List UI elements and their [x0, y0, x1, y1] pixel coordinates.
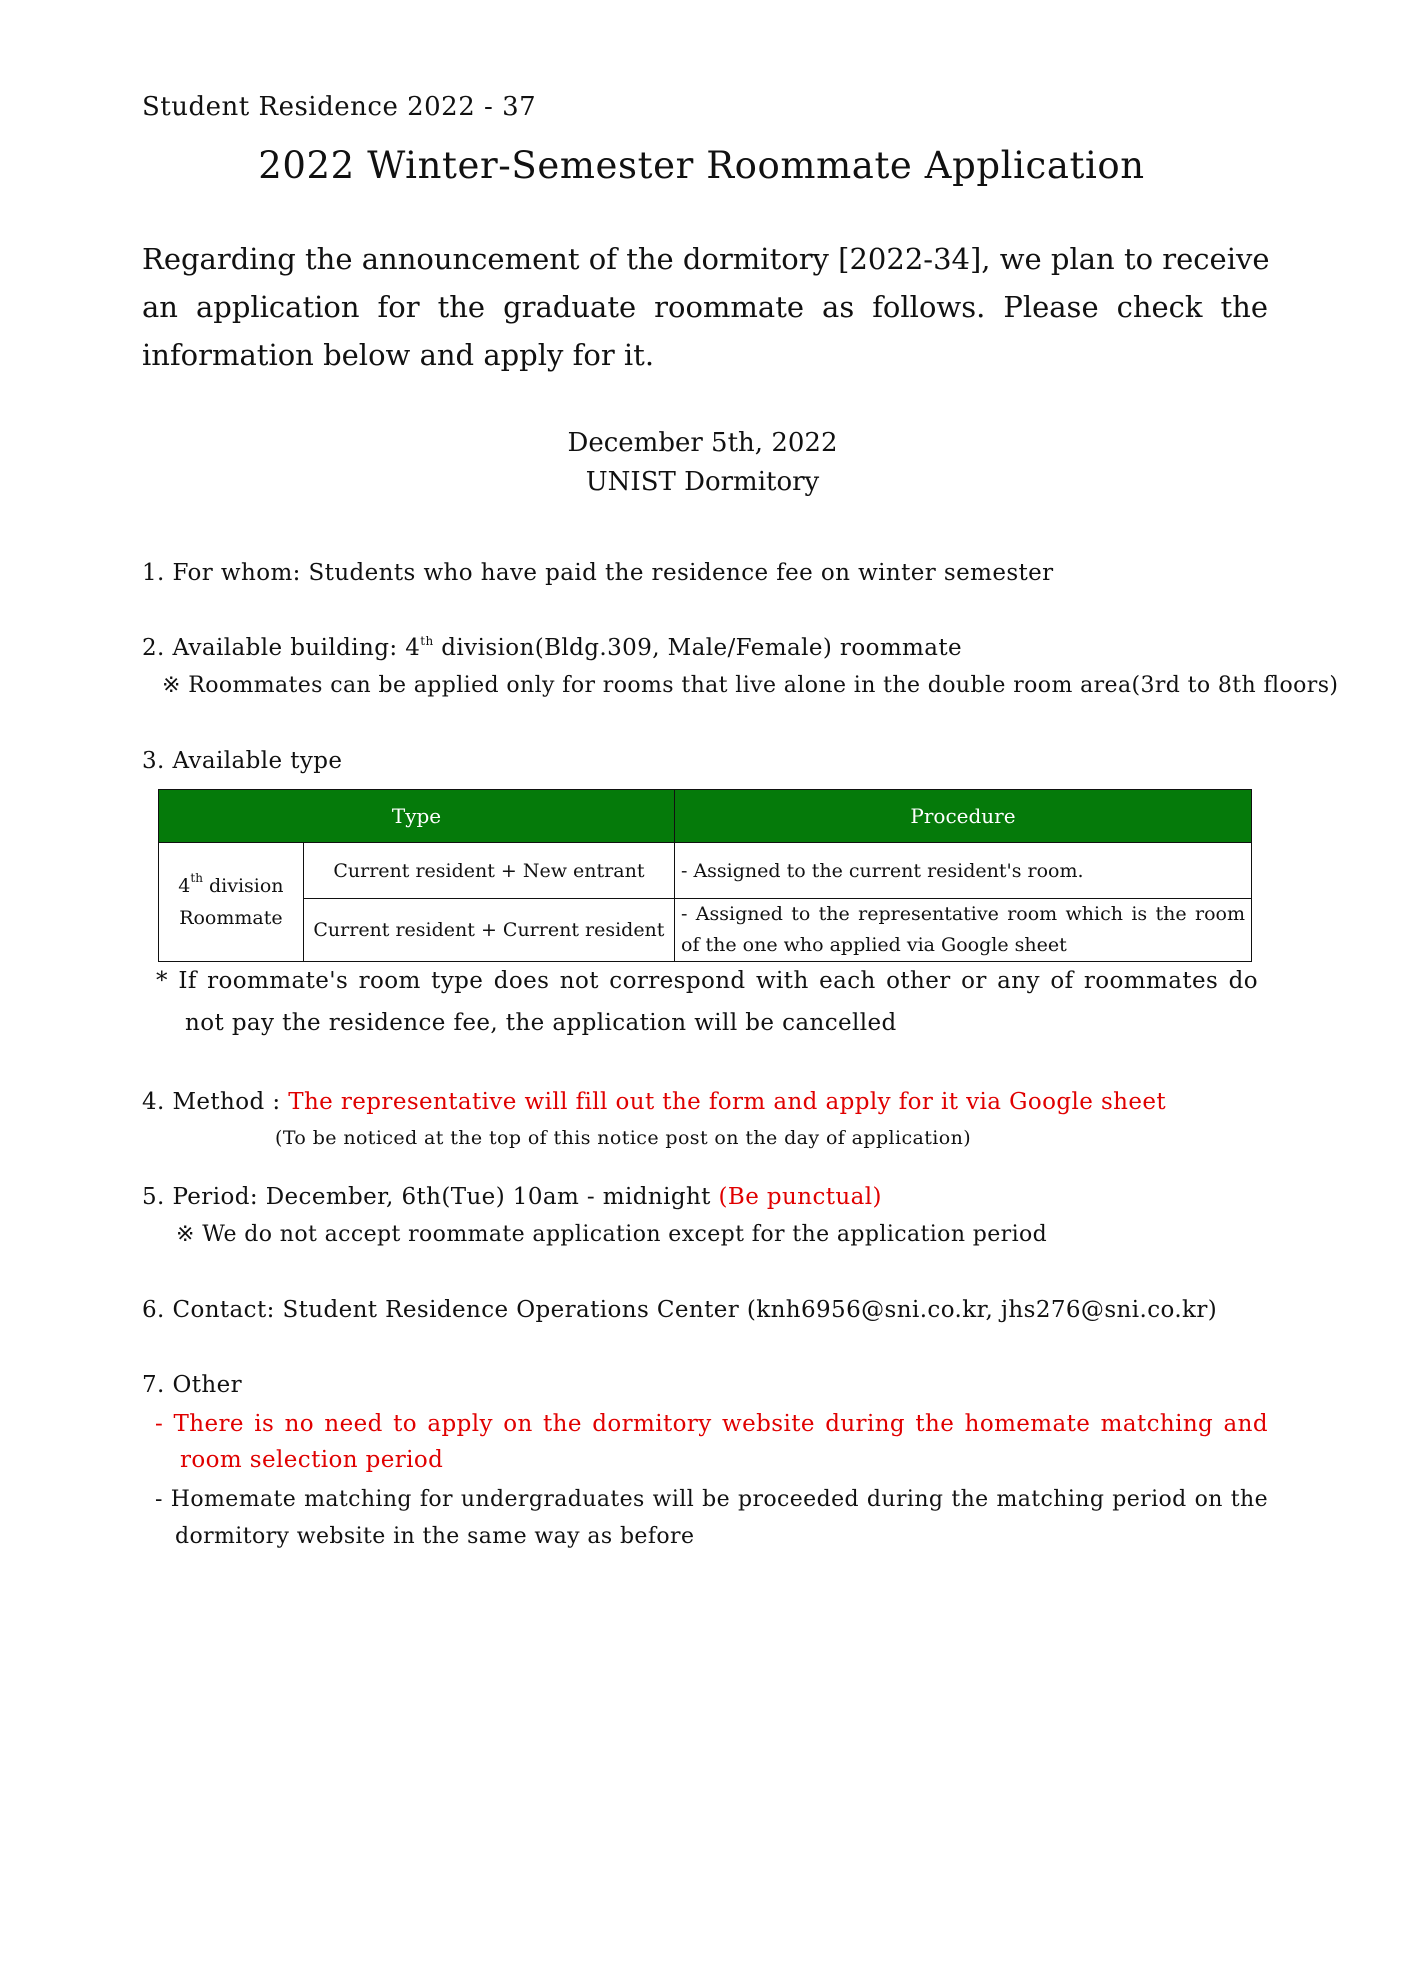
table-row: [159, 843, 1252, 899]
item-building: [142, 635, 962, 661]
building-note: ※ Roommates can be applied only for rooms that live alone in the double room area(3rd to 8th floors): [162, 673, 1339, 698]
method-label: 4. Method :: [142, 1089, 289, 1115]
building-suffix: division(Bldg.309, Male/Female) roommate: [433, 635, 963, 661]
item-method: [142, 1089, 1166, 1115]
table-header-row: [159, 790, 1252, 843]
other-bullet-2-line-2: dormitory website in the same way as before: [175, 1524, 695, 1549]
group-label-sup: th: [190, 871, 203, 885]
item-for-whom: 1. For whom: Students who have paid the residence fee on winter semester: [142, 560, 1054, 586]
other-bullet-1-line-2: room selection period: [180, 1447, 444, 1473]
intro-line-3: information below and apply for it.: [142, 338, 655, 372]
item-contact: 6. Contact: Student Residence Operations Center (knh6956@sni.co.kr, jhs276@sni.co.kr): [142, 1297, 1218, 1323]
row2-type: Current resident + Current resident: [303, 899, 674, 962]
type-note-line-2: not pay the residence fee, the application will be cancelled: [185, 1010, 897, 1036]
period-label: 5. Period: December, 6th(Tue) 10am - midnight: [142, 1184, 719, 1210]
intro-line-1: Regarding the announcement of the dormitory [2022-34], we plan to receive: [142, 242, 1270, 276]
group-label-num: 4: [178, 875, 191, 897]
document-title: 2022 Winter-Semester Roommate Application: [258, 144, 1145, 187]
item-other-heading: 7. Other: [142, 1372, 242, 1398]
item-type-heading: 3. Available type: [142, 748, 343, 774]
header-type: Type: [159, 790, 675, 843]
method-sub: (To be noticed at the top of this notice post on the day of application): [275, 1127, 972, 1149]
other-bullet-2-line-1: - Homemate matching for undergraduates will be proceeded during the matching period on the: [155, 1487, 1268, 1512]
document-reference: Student Residence 2022 - 37: [142, 92, 537, 122]
notice-date: December 5th, 2022: [567, 428, 838, 458]
group-label: [159, 843, 304, 962]
period-note: ※ We do not accept roommate application except for the application period: [176, 1222, 1048, 1247]
type-note-line-1: * If roommate's room type does not correspond with each other or any of roommates do: [156, 968, 1258, 994]
row1-procedure: - Assigned to the current resident's room.: [675, 843, 1252, 899]
other-bullet-1-line-1: - There is no need to apply on the dormitory website during the homemate matching and: [155, 1411, 1268, 1437]
group-label-suffix: division: [202, 875, 284, 897]
building-sup: th: [420, 634, 434, 648]
header-procedure: Procedure: [675, 790, 1252, 843]
building-prefix: 2. Available building: 4: [142, 635, 421, 661]
item-period: [142, 1184, 882, 1210]
row1-type: Current resident + New entrant: [303, 843, 674, 899]
method-value: The representative will fill out the form and apply for it via Google sheet: [288, 1089, 1167, 1115]
table-row: [159, 899, 1252, 962]
intro-line-2: an application for the graduate roommate as follows. Please check the: [142, 290, 1268, 324]
available-type-table: [158, 789, 1252, 962]
period-emphasis: (Be punctual): [718, 1184, 882, 1210]
group-label-line2: Roommate: [179, 907, 283, 929]
notice-issuer: UNIST Dormitory: [585, 467, 820, 497]
row2-procedure: - Assigned to the representative room which is the room of the one who applied via Google sheet: [675, 899, 1252, 962]
